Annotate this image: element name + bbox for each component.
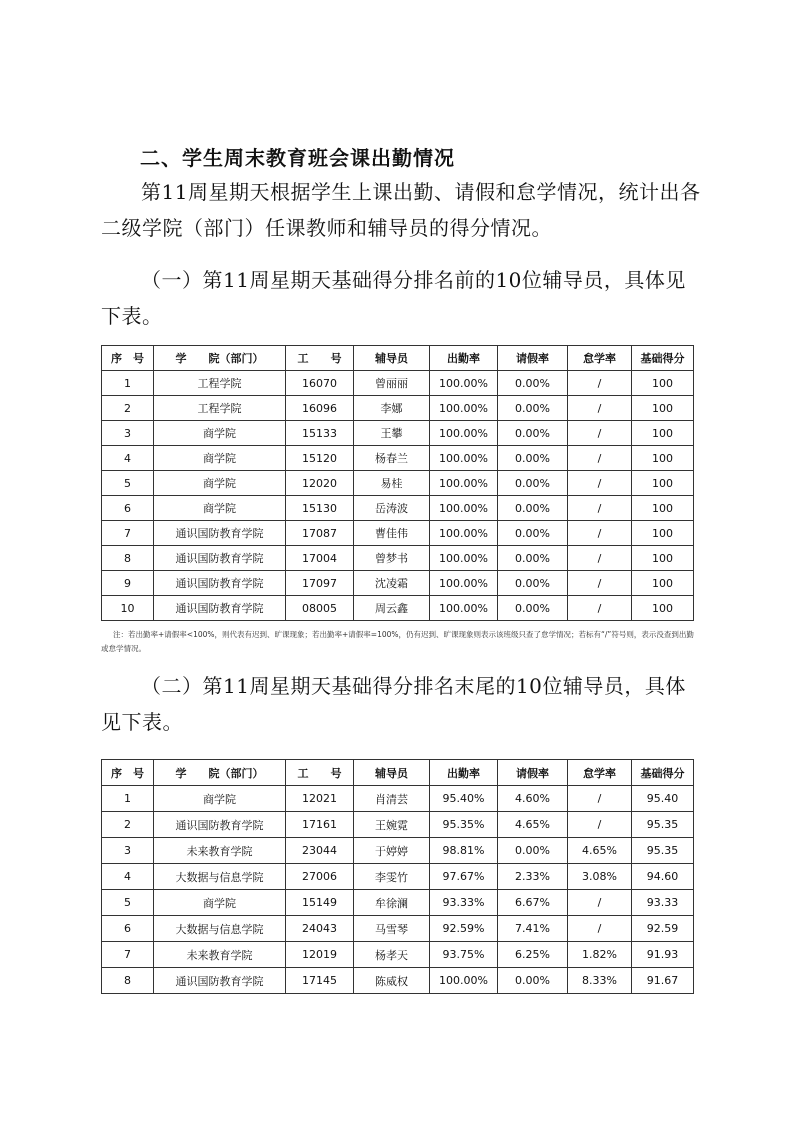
col-attendance-rate: 95.35% [430, 812, 498, 838]
col-leave-rate: 7.41% [498, 916, 568, 942]
col-truancy-rate: / [568, 521, 632, 546]
table-row [102, 838, 694, 864]
col-counselor: 岳涛波 [354, 496, 430, 521]
col-index: 5 [102, 890, 154, 916]
col-attendance-rate: 100.00% [430, 968, 498, 994]
col-index: 7 [102, 942, 154, 968]
col-college: 工程学院 [154, 396, 286, 421]
header-col-base-score: 基础得分 [632, 760, 694, 786]
top-ten-paragraph: （一）第11周星期天基础得分排名前的10位辅导员，具体见下表。 [101, 268, 686, 328]
col-college: 商学院 [154, 496, 286, 521]
col-index: 4 [102, 446, 154, 471]
col-base-score: 94.60 [632, 864, 694, 890]
header-col-base-score: 基础得分 [632, 346, 694, 371]
col-staff-id: 15133 [286, 421, 354, 446]
bottom-ten-table [101, 759, 694, 994]
col-leave-rate: 6.25% [498, 942, 568, 968]
col-attendance-rate: 100.00% [430, 596, 498, 621]
section-heading: 二、学生周末教育班会课出勤情况 [140, 146, 455, 170]
col-attendance-rate: 100.00% [430, 571, 498, 596]
col-base-score: 91.93 [632, 942, 694, 968]
intro-paragraph: 第11周星期天根据学生上课出勤、请假和怠学情况，统计出各二级学院（部门）任课教师和辅导员的得分情况。 [101, 180, 701, 240]
col-truancy-rate: / [568, 446, 632, 471]
col-base-score: 100 [632, 421, 694, 446]
col-base-score: 95.35 [632, 838, 694, 864]
col-attendance-rate: 100.00% [430, 471, 498, 496]
col-counselor: 曾丽丽 [354, 371, 430, 396]
col-truancy-rate: / [568, 496, 632, 521]
col-base-score: 100 [632, 496, 694, 521]
header-col-attendance-rate: 出勤率 [430, 760, 498, 786]
table-row [102, 916, 694, 942]
col-counselor: 曹佳伟 [354, 521, 430, 546]
col-counselor: 陈威权 [354, 968, 430, 994]
col-college: 商学院 [154, 890, 286, 916]
col-attendance-rate: 100.00% [430, 496, 498, 521]
col-college: 通识国防教育学院 [154, 596, 286, 621]
header-col-truancy-rate: 怠学率 [568, 346, 632, 371]
col-counselor: 王攀 [354, 421, 430, 446]
col-college: 工程学院 [154, 371, 286, 396]
col-staff-id: 27006 [286, 864, 354, 890]
col-leave-rate: 4.60% [498, 786, 568, 812]
col-counselor: 于婷婷 [354, 838, 430, 864]
col-base-score: 92.59 [632, 916, 694, 942]
col-leave-rate: 0.00% [498, 446, 568, 471]
col-truancy-rate: / [568, 471, 632, 496]
table-row [102, 396, 694, 421]
col-leave-rate: 0.00% [498, 496, 568, 521]
header-col-index: 序 号 [102, 760, 154, 786]
table-row [102, 890, 694, 916]
col-leave-rate: 2.33% [498, 864, 568, 890]
col-index: 1 [102, 786, 154, 812]
col-truancy-rate: / [568, 596, 632, 621]
col-base-score: 95.35 [632, 812, 694, 838]
col-staff-id: 23044 [286, 838, 354, 864]
col-base-score: 100 [632, 471, 694, 496]
col-attendance-rate: 95.40% [430, 786, 498, 812]
col-attendance-rate: 98.81% [430, 838, 498, 864]
col-index: 9 [102, 571, 154, 596]
col-leave-rate: 4.65% [498, 812, 568, 838]
col-base-score: 100 [632, 571, 694, 596]
table-row [102, 471, 694, 496]
col-staff-id: 08005 [286, 596, 354, 621]
col-base-score: 100 [632, 596, 694, 621]
col-index: 1 [102, 371, 154, 396]
col-leave-rate: 0.00% [498, 546, 568, 571]
col-index: 3 [102, 838, 154, 864]
col-college: 商学院 [154, 786, 286, 812]
col-counselor: 沈凌霜 [354, 571, 430, 596]
col-truancy-rate: / [568, 890, 632, 916]
header-col-college: 学 院（部门） [154, 346, 286, 371]
col-staff-id: 12020 [286, 471, 354, 496]
col-truancy-rate: 1.82% [568, 942, 632, 968]
col-staff-id: 15149 [286, 890, 354, 916]
col-leave-rate: 0.00% [498, 421, 568, 446]
header-col-truancy-rate: 怠学率 [568, 760, 632, 786]
col-leave-rate: 0.00% [498, 571, 568, 596]
table-header-row [102, 760, 694, 786]
col-truancy-rate: / [568, 396, 632, 421]
col-base-score: 100 [632, 371, 694, 396]
col-truancy-rate: / [568, 371, 632, 396]
col-counselor: 李雯竹 [354, 864, 430, 890]
col-staff-id: 17145 [286, 968, 354, 994]
header-col-counselor: 辅导员 [354, 760, 430, 786]
table-row [102, 496, 694, 521]
col-truancy-rate: / [568, 786, 632, 812]
table-row [102, 421, 694, 446]
col-truancy-rate: / [568, 916, 632, 942]
header-col-counselor: 辅导员 [354, 346, 430, 371]
col-attendance-rate: 93.75% [430, 942, 498, 968]
header-col-college: 学 院（部门） [154, 760, 286, 786]
col-leave-rate: 0.00% [498, 838, 568, 864]
col-index: 7 [102, 521, 154, 546]
col-index: 10 [102, 596, 154, 621]
col-attendance-rate: 100.00% [430, 396, 498, 421]
col-college: 商学院 [154, 471, 286, 496]
bottom-ten-paragraph: （二）第11周星期天基础得分排名末尾的10位辅导员，具体见下表。 [101, 674, 686, 734]
col-index: 4 [102, 864, 154, 890]
table-row [102, 446, 694, 471]
col-counselor: 李娜 [354, 396, 430, 421]
table-row [102, 546, 694, 571]
col-staff-id: 17097 [286, 571, 354, 596]
col-leave-rate: 6.67% [498, 890, 568, 916]
col-index: 8 [102, 546, 154, 571]
col-college: 商学院 [154, 421, 286, 446]
col-truancy-rate: / [568, 571, 632, 596]
col-attendance-rate: 100.00% [430, 421, 498, 446]
col-college: 未来教育学院 [154, 942, 286, 968]
col-base-score: 100 [632, 396, 694, 421]
col-counselor: 王婉霓 [354, 812, 430, 838]
col-counselor: 肖清芸 [354, 786, 430, 812]
col-attendance-rate: 100.00% [430, 371, 498, 396]
col-attendance-rate: 100.00% [430, 521, 498, 546]
table-header-row [102, 346, 694, 371]
col-index: 8 [102, 968, 154, 994]
col-index: 6 [102, 916, 154, 942]
col-attendance-rate: 100.00% [430, 546, 498, 571]
col-leave-rate: 0.00% [498, 371, 568, 396]
col-staff-id: 15130 [286, 496, 354, 521]
header-col-staff-id: 工 号 [286, 346, 354, 371]
col-truancy-rate: / [568, 421, 632, 446]
col-college: 通识国防教育学院 [154, 571, 286, 596]
col-base-score: 95.40 [632, 786, 694, 812]
col-staff-id: 12019 [286, 942, 354, 968]
col-staff-id: 17004 [286, 546, 354, 571]
col-counselor: 易桂 [354, 471, 430, 496]
col-college: 通识国防教育学院 [154, 812, 286, 838]
col-base-score: 93.33 [632, 890, 694, 916]
col-staff-id: 17161 [286, 812, 354, 838]
table-row [102, 812, 694, 838]
col-leave-rate: 0.00% [498, 471, 568, 496]
col-base-score: 100 [632, 446, 694, 471]
col-staff-id: 16096 [286, 396, 354, 421]
col-staff-id: 17087 [286, 521, 354, 546]
col-college: 商学院 [154, 446, 286, 471]
col-college: 通识国防教育学院 [154, 546, 286, 571]
col-base-score: 91.67 [632, 968, 694, 994]
col-counselor: 曾梦书 [354, 546, 430, 571]
col-truancy-rate: / [568, 546, 632, 571]
col-base-score: 100 [632, 546, 694, 571]
col-index: 2 [102, 812, 154, 838]
col-leave-rate: 0.00% [498, 596, 568, 621]
col-base-score: 100 [632, 521, 694, 546]
col-leave-rate: 0.00% [498, 968, 568, 994]
col-attendance-rate: 92.59% [430, 916, 498, 942]
table-row [102, 786, 694, 812]
col-leave-rate: 0.00% [498, 521, 568, 546]
col-college: 大数据与信息学院 [154, 864, 286, 890]
col-staff-id: 24043 [286, 916, 354, 942]
col-truancy-rate: 3.08% [568, 864, 632, 890]
top-ten-table [101, 345, 694, 621]
col-index: 2 [102, 396, 154, 421]
col-truancy-rate: / [568, 812, 632, 838]
table-row [102, 968, 694, 994]
col-truancy-rate: 4.65% [568, 838, 632, 864]
header-col-attendance-rate: 出勤率 [430, 346, 498, 371]
col-counselor: 杨春兰 [354, 446, 430, 471]
header-col-staff-id: 工 号 [286, 760, 354, 786]
col-attendance-rate: 93.33% [430, 890, 498, 916]
col-index: 6 [102, 496, 154, 521]
col-college: 大数据与信息学院 [154, 916, 286, 942]
header-col-index: 序 号 [102, 346, 154, 371]
table-row [102, 864, 694, 890]
col-counselor: 周云鑫 [354, 596, 430, 621]
col-truancy-rate: 8.33% [568, 968, 632, 994]
header-col-leave-rate: 请假率 [498, 760, 568, 786]
col-staff-id: 15120 [286, 446, 354, 471]
table-row [102, 596, 694, 621]
col-staff-id: 12021 [286, 786, 354, 812]
table-row [102, 571, 694, 596]
col-college: 通识国防教育学院 [154, 521, 286, 546]
col-counselor: 杨孝天 [354, 942, 430, 968]
col-attendance-rate: 100.00% [430, 446, 498, 471]
col-attendance-rate: 97.67% [430, 864, 498, 890]
table-row [102, 371, 694, 396]
col-staff-id: 16070 [286, 371, 354, 396]
col-counselor: 牟徐澜 [354, 890, 430, 916]
col-index: 3 [102, 421, 154, 446]
col-leave-rate: 0.00% [498, 396, 568, 421]
col-counselor: 马雪琴 [354, 916, 430, 942]
header-col-leave-rate: 请假率 [498, 346, 568, 371]
table-note: 注：若出勤率+请假率<100%，则代表有迟到、旷课现象；若出勤率+请假率=100%，仍有迟到、旷课现象则表示该班级只查了怠学情况；若标有“/”符号则，表示没查到出勤或怠学情况。 [101, 630, 694, 653]
table-row [102, 521, 694, 546]
col-college: 通识国防教育学院 [154, 968, 286, 994]
col-index: 5 [102, 471, 154, 496]
table-row [102, 942, 694, 968]
col-college: 未来教育学院 [154, 838, 286, 864]
